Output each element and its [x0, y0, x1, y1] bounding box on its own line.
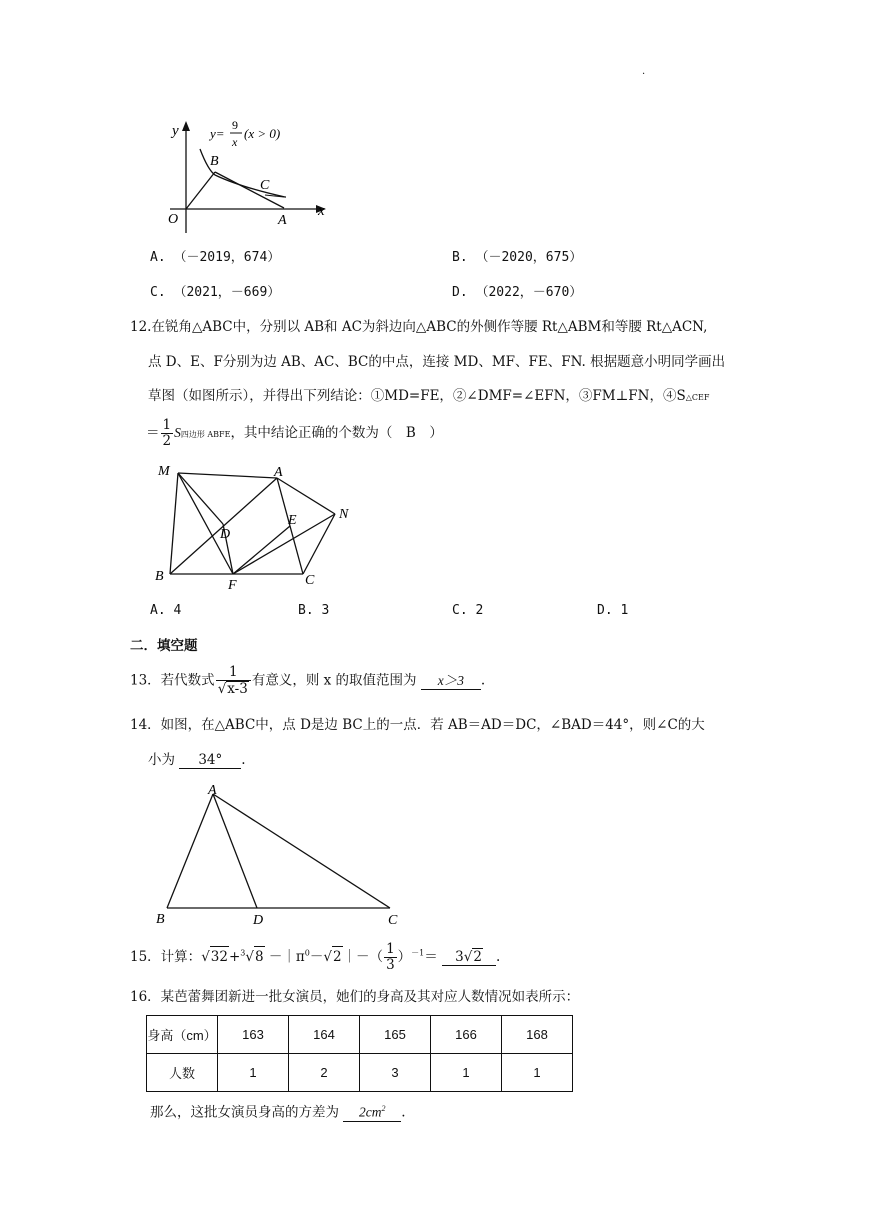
- q12-figure: [150, 458, 370, 593]
- q12-option-a: A. 4: [150, 603, 182, 618]
- q16-line1: 16．某芭蕾舞团新进一批女演员，她们的身高及其对应人数情况如表所示：: [130, 989, 580, 1005]
- segment-ba: [215, 172, 284, 208]
- table-cell: 164: [289, 1016, 360, 1054]
- table-row: [147, 1016, 573, 1054]
- q11-option-d: D. （2022，－670）: [452, 285, 583, 300]
- section-title: 二．填空题: [130, 638, 198, 654]
- q14-figure: [150, 780, 410, 930]
- q11-figure: [150, 115, 340, 235]
- q15-answer: 3√2: [442, 948, 496, 966]
- q15-line: 15．计算：$√32+^3√8 -|\pi^0-√2|-$（ $\frac{1}{3}$ ）$^{-1}$＝ 3√2 .: [130, 941, 501, 973]
- q12-line3: 草图（如图所示），并得出下列结论：①MD=FE，②∠DMF=∠EFN，③FM⊥FN，④S△CEF: [148, 388, 710, 404]
- label-d: D: [220, 527, 231, 542]
- label-f: F: [228, 578, 237, 593]
- fn-cond: (x > 0): [244, 126, 281, 141]
- q11-option-b: B. （－2020，675）: [452, 250, 583, 265]
- label-b: B: [156, 912, 165, 927]
- table-cell: 168: [502, 1016, 573, 1054]
- header-dot: .: [642, 66, 646, 77]
- label-b: B: [155, 569, 164, 584]
- table-cell: 2: [289, 1054, 360, 1092]
- fn-lhs: y=: [210, 126, 225, 141]
- label-e: E: [288, 513, 297, 528]
- q16-line2: 那么，这批女演员身高的方差为 $2cm^2$ .: [150, 1101, 406, 1123]
- label-a: A: [208, 783, 217, 798]
- label-c: C: [388, 913, 398, 928]
- label-a: A: [274, 465, 283, 480]
- table-cell: 身高（cm）: [147, 1016, 218, 1054]
- q12-line2: 点 D、E、F分别为边 AB、AC、BC的中点，连接 MD、MF、FE、FN. 根据题意小明同学画出: [148, 354, 726, 370]
- q11-option-a: A. （－2019，674）: [150, 250, 281, 265]
- q12-option-d: D. 1: [597, 603, 629, 618]
- q12-line4: ＝ $\frac{1}{2}$ S四边形 ABFE，其中结论正确的个数为（ B ）: [146, 417, 443, 449]
- label-c: C: [305, 573, 315, 588]
- q12-option-b: B. 3: [298, 603, 330, 618]
- label-a: A: [278, 213, 287, 228]
- fn-den: x: [232, 135, 238, 149]
- table-cell: 1: [502, 1054, 573, 1092]
- label-b: B: [210, 154, 219, 169]
- table-cell: 1: [218, 1054, 289, 1092]
- fraction-one-half: $\frac{1}{2}$: [162, 417, 172, 449]
- q12-line1: 12.在锐角△ABC中，分别以 AB和 AC为斜边向△ABC的外侧作等腰 Rt△ABM和等腰 Rt△ACN,: [130, 319, 708, 335]
- table-cell: 163: [218, 1016, 289, 1054]
- height-table: [146, 1015, 573, 1092]
- q14-line1: 14．如图，在△ABC中，点 D是边 BC上的一点．若 AB＝AD＝DC，∠BAD＝44°，则∠C的大: [130, 717, 705, 733]
- label-d: D: [253, 913, 264, 928]
- label-n: N: [339, 507, 349, 522]
- q13-line: 13．若代数式 $\frac{1}{√x-3}$ 有意义，则 x 的取值范围为 x＞3 .: [130, 664, 486, 697]
- q14-answer: 34°: [179, 752, 241, 769]
- table-cell: 166: [431, 1016, 502, 1054]
- q13-answer: x＞3: [421, 673, 481, 690]
- segment-ob: [186, 172, 215, 209]
- label-o: O: [168, 212, 179, 227]
- label-c: C: [260, 178, 270, 193]
- label-m: M: [158, 464, 170, 479]
- fn-num: 9: [232, 118, 238, 132]
- table-cell: 人数: [147, 1054, 218, 1092]
- q16-answer: $2cm^2$: [343, 1101, 401, 1122]
- table-row: [147, 1054, 573, 1092]
- table-cell: 165: [360, 1016, 431, 1054]
- label-x: x: [318, 203, 325, 219]
- y-arrow: [182, 121, 190, 131]
- q14-line2: 小为 34° .: [148, 752, 246, 768]
- q11-option-c: C. （2021，－669）: [150, 285, 281, 300]
- q12-option-c: C. 2: [452, 603, 484, 618]
- label-y: y: [172, 123, 179, 139]
- table-cell: 3: [360, 1054, 431, 1092]
- table-cell: 1: [431, 1054, 502, 1092]
